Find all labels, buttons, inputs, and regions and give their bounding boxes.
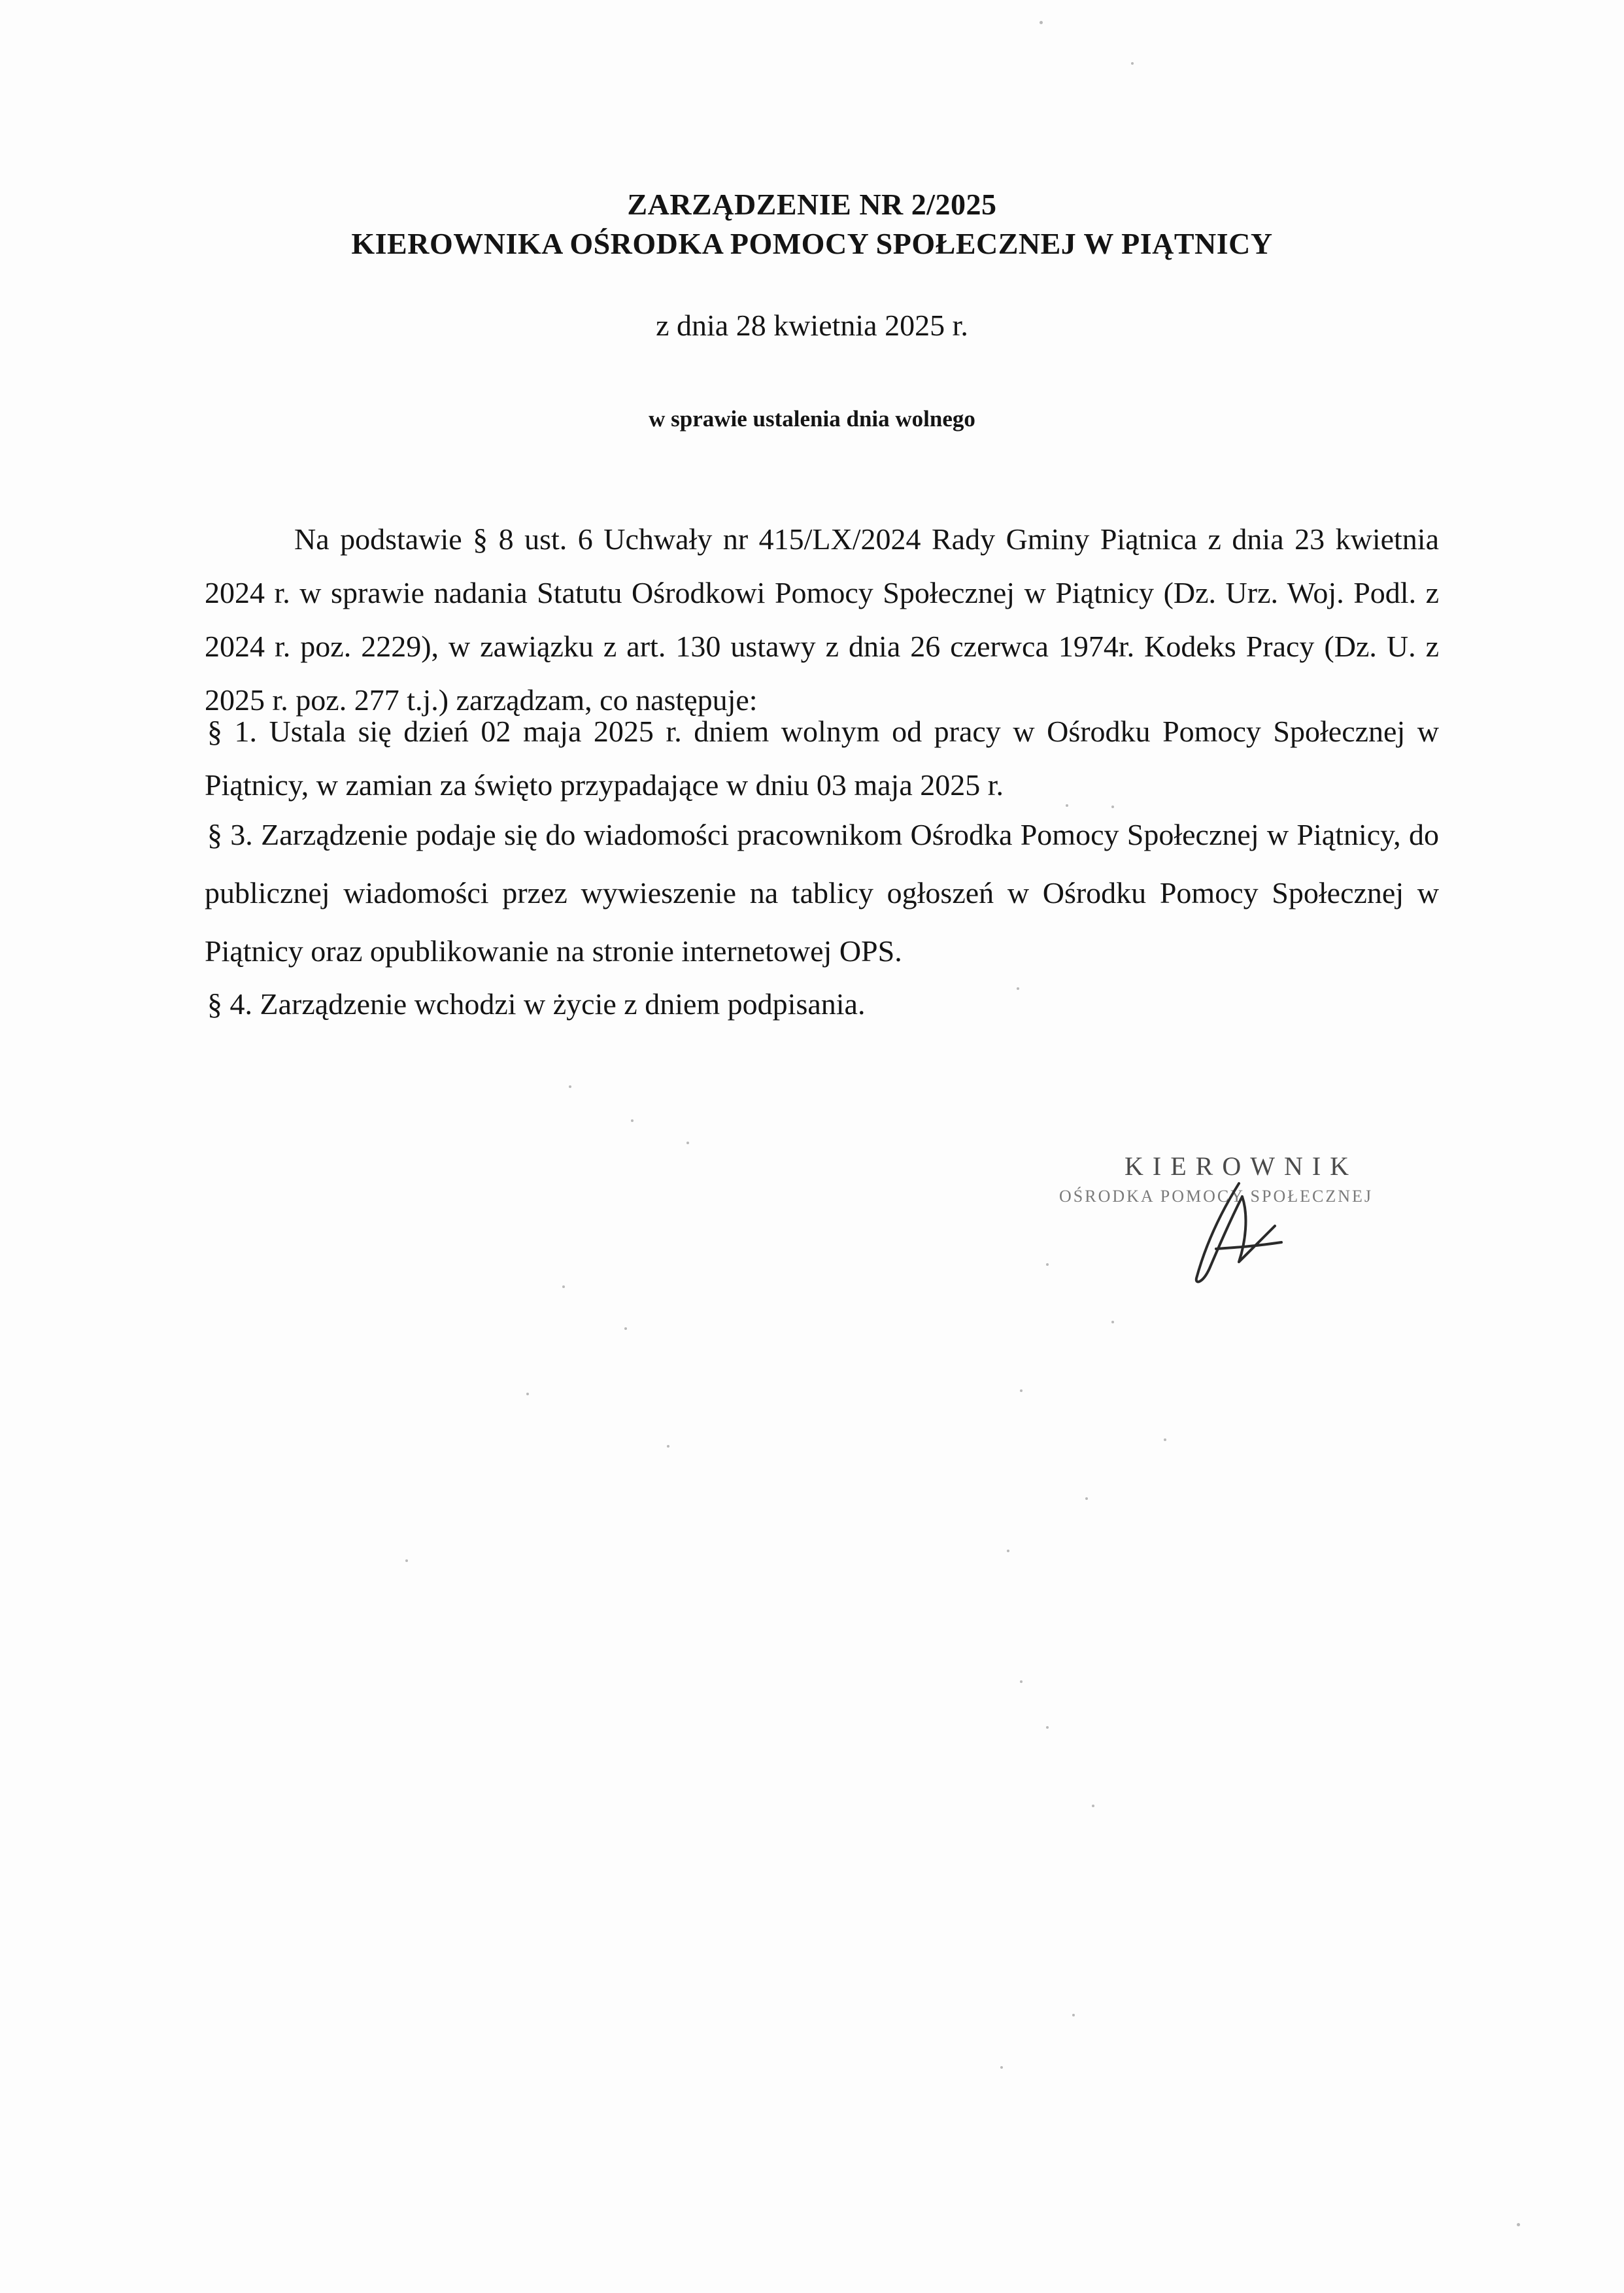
scan-speck [526,1393,529,1395]
scan-speck [1020,1389,1023,1392]
scan-speck [624,1327,627,1330]
scan-speck [1072,2014,1075,2016]
scan-speck [562,1285,565,1288]
paragraph-3: § 3. Zarządzenie podaje się do wiadomości pracownikom Ośrodka Pomocy Społecznej w Piątnicy, do publicznej wiadomości przez wywieszenie na tablicy ogłoszeń w Ośrodku Pomocy Społecznej w Piątnicy oraz opublikowanie na stronie internetowej OPS. [205,818,1439,968]
scan-speck [667,1445,669,1448]
scan-speck [1007,1550,1009,1552]
document-subject: w sprawie ustalenia dnia wolnego [649,406,975,432]
scan-speck [1517,2223,1520,2226]
scan-speck [1164,1438,1166,1441]
paragraph-1: § 1. Ustala się dzień 02 maja 2025 r. dniem wolnym od pracy w Ośrodku Pomocy Społecznej w Piątnicy, w zamian za święto przypadające w dniu 03 maja 2025 r. [205,715,1439,802]
handwritten-signature [1177,1170,1294,1295]
legal-basis-paragraph: Na podstawie § 8 ust. 6 Uchwały nr 415/LX/2024 Rady Gminy Piątnica z dnia 23 kwietnia 2024 r. w sprawie nadania Statutu Ośrodkowi Pomocy Społecznej w Piątnicy (Dz. Urz. Woj. Podl. z 2024 r. poz. 2229), w zawiązku z art. 130 ustawy z dnia 26 czerwca 1974r. Kodeks Pracy (Dz. U. z 2025 r. poz. 277 t.j.) zarządzam, co następuje: [205,522,1439,717]
document-issuer: KIEROWNIKA OŚRODKA POMOCY SPOŁECZNEJ W PIĄTNICY [351,227,1273,260]
scan-speck [1040,21,1043,24]
stamp-title: KIEROWNIK [1125,1151,1359,1181]
stamp-organization: OŚRODKA POMOCY SPOŁECZNEJ [1059,1187,1373,1206]
scan-speck [631,1119,634,1122]
scan-speck [686,1142,689,1144]
document-date: z dnia 28 kwietnia 2025 r. [656,309,968,342]
scan-speck [569,1085,571,1088]
paragraph-4: § 4. Zarządzenie wchodzi w życie z dniem podpisania. [207,987,866,1021]
document-title: ZARZĄDZENIE NR 2/2025 [627,188,997,221]
scan-speck [1066,804,1068,807]
scan-speck [1111,1321,1114,1323]
scan-speck [1046,1263,1049,1266]
scan-speck [405,1559,408,1562]
scan-speck [1085,1497,1088,1500]
scan-speck [1020,1680,1023,1683]
scan-speck [1000,2066,1003,2069]
scan-speck [1046,1726,1049,1729]
scan-speck [1111,806,1114,808]
scan-speck [1017,987,1019,990]
scan-speck [1131,62,1134,65]
scan-speck [1092,1805,1094,1807]
